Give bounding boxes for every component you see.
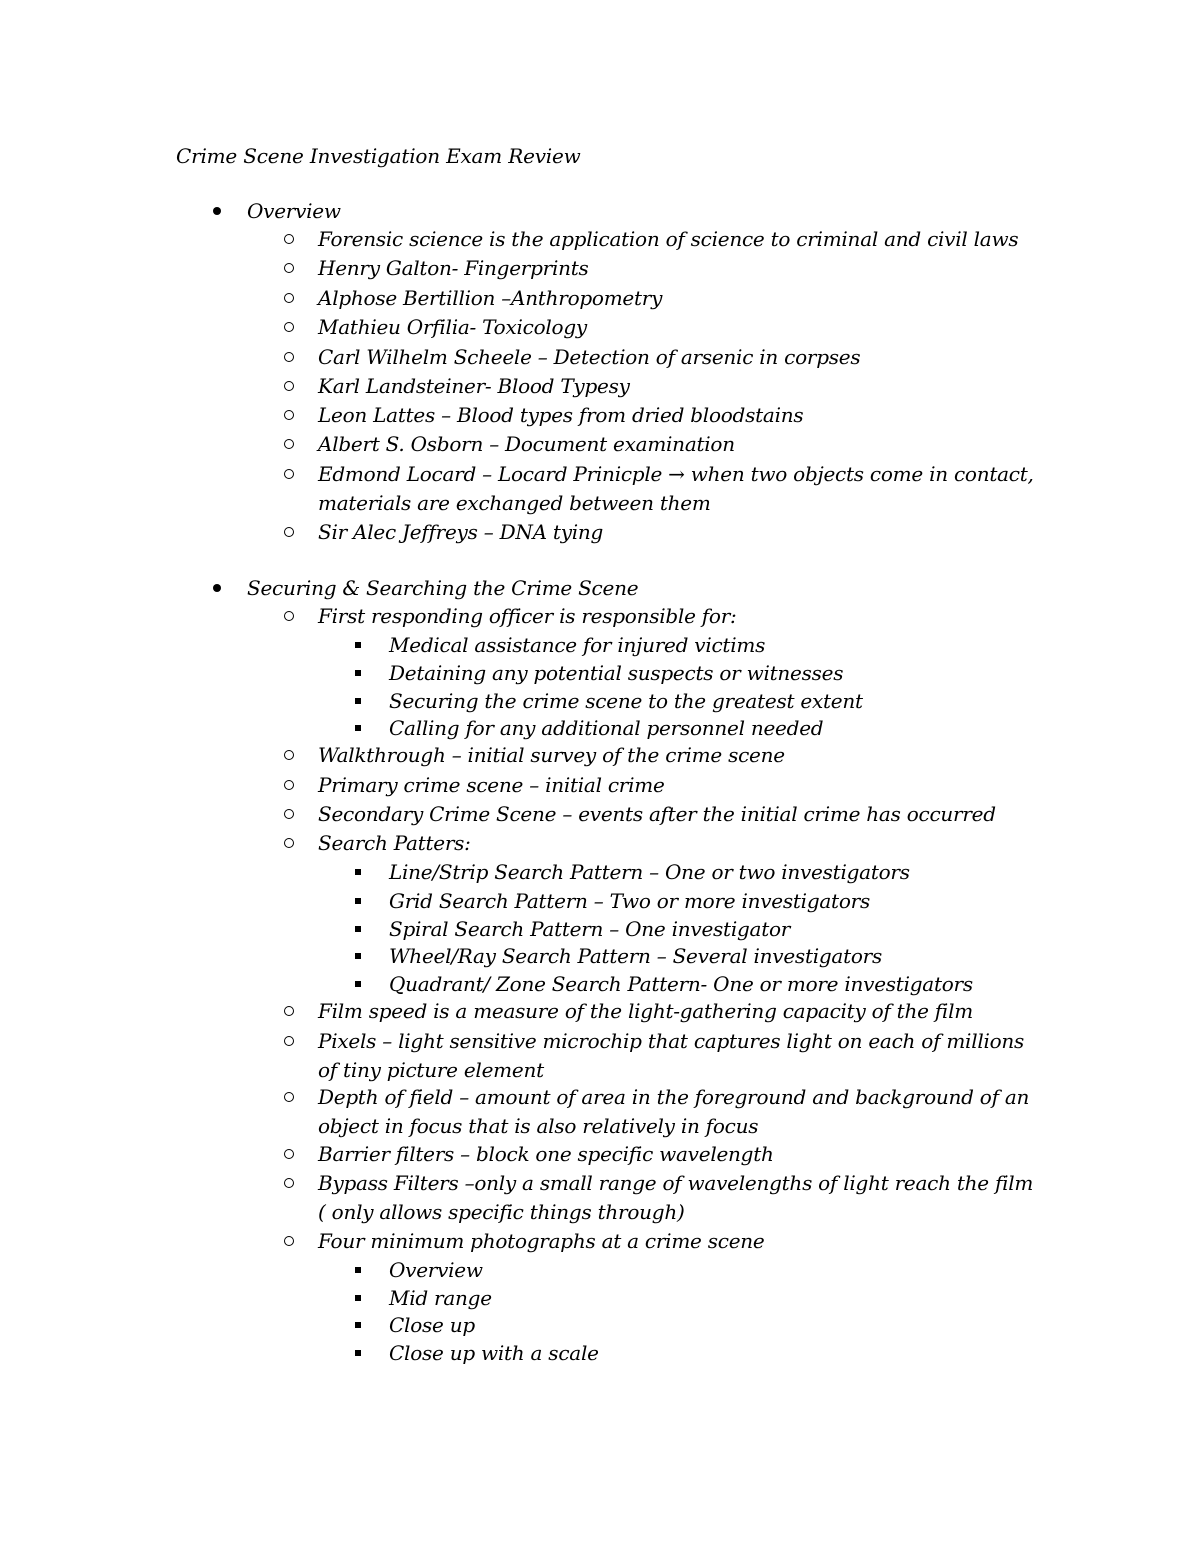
subitem-bullet-icon	[355, 670, 361, 676]
sub-list-item: Spiral Search Pattern – One investigator	[389, 917, 791, 941]
list-item: Sir Alec Jeffreys – DNA tying	[318, 520, 604, 544]
item-bullet-icon	[284, 1036, 294, 1046]
item-bullet-icon	[284, 527, 294, 537]
sub-list-item: Mid range	[389, 1286, 492, 1310]
item-bullet-icon	[284, 410, 294, 420]
item-bullet-icon	[284, 780, 294, 790]
sub-list-item: Securing the crime scene to the greatest extent	[389, 689, 863, 713]
sub-list-item: Close up	[389, 1313, 475, 1337]
item-bullet-icon	[284, 809, 294, 819]
item-bullet-icon	[284, 1236, 294, 1246]
list-item: Search Patters:	[318, 831, 471, 855]
sub-list-item: Line/Strip Search Pattern – One or two investigators	[389, 860, 910, 884]
list-item: Karl Landsteiner- Blood Typesy	[318, 374, 630, 398]
item-bullet-icon	[284, 1092, 294, 1102]
sub-list-item: Detaining any potential suspects or witnesses	[389, 661, 844, 685]
sub-list-item: Medical assistance for injured victims	[389, 633, 766, 657]
list-item: Walkthrough – initial survey of the crime scene	[318, 743, 785, 767]
sub-list-item: Quadrant/ Zone Search Pattern- One or more investigators	[389, 972, 973, 996]
subitem-bullet-icon	[355, 898, 361, 904]
list-item: Pixels – light sensitive microchip that captures light on each of millions	[318, 1029, 1025, 1053]
item-bullet-icon	[284, 234, 294, 244]
item-bullet-icon	[284, 1178, 294, 1188]
section-heading: Overview	[247, 199, 341, 223]
sub-list-item: Grid Search Pattern – Two or more investigators	[389, 889, 870, 913]
item-bullet-icon	[284, 352, 294, 362]
item-bullet-icon	[284, 750, 294, 760]
item-bullet-icon	[284, 439, 294, 449]
subitem-bullet-icon	[355, 1267, 361, 1273]
item-bullet-icon	[284, 263, 294, 273]
item-bullet-icon	[284, 611, 294, 621]
list-item: Henry Galton- Fingerprints	[318, 256, 589, 280]
list-item: Edmond Locard – Locard Prinicple → when two objects come in contact,	[318, 462, 1034, 486]
sub-list-item: Wheel/Ray Search Pattern – Several investigators	[389, 944, 882, 968]
list-item: Forensic science is the application of science to criminal and civil laws	[318, 227, 1019, 251]
subitem-bullet-icon	[355, 698, 361, 704]
subitem-bullet-icon	[355, 926, 361, 932]
list-item: Albert S. Osborn – Document examination	[318, 432, 735, 456]
subitem-bullet-icon	[355, 981, 361, 987]
subitem-bullet-icon	[355, 869, 361, 875]
list-item-continuation: of tiny picture element	[318, 1058, 544, 1082]
list-item-continuation: ( only allows specific things through)	[318, 1200, 685, 1224]
section-bullet-icon	[213, 584, 221, 592]
subitem-bullet-icon	[355, 953, 361, 959]
list-item: Primary crime scene – initial crime	[318, 773, 665, 797]
list-item: Film speed is a measure of the light-gathering capacity of the film	[318, 999, 973, 1023]
item-bullet-icon	[284, 293, 294, 303]
item-bullet-icon	[284, 838, 294, 848]
item-bullet-icon	[284, 469, 294, 479]
subitem-bullet-icon	[355, 725, 361, 731]
sub-list-item: Calling for any additional personnel needed	[389, 716, 824, 740]
sub-list-item: Overview	[389, 1258, 483, 1282]
subitem-bullet-icon	[355, 1350, 361, 1356]
list-item-continuation: object in focus that is also relatively in focus	[318, 1114, 759, 1138]
section-heading: Securing & Searching the Crime Scene	[247, 576, 639, 600]
document-title: Crime Scene Investigation Exam Review	[176, 144, 581, 168]
list-item-continuation: materials are exchanged between them	[318, 491, 711, 515]
item-bullet-icon	[284, 322, 294, 332]
item-bullet-icon	[284, 1149, 294, 1159]
list-item: Alphose Bertillion –Anthropometry	[318, 286, 663, 310]
sub-list-item: Close up with a scale	[389, 1341, 599, 1365]
list-item: Depth of field – amount of area in the foreground and background of an	[318, 1085, 1030, 1109]
list-item: Barrier filters – block one specific wavelength	[318, 1142, 774, 1166]
subitem-bullet-icon	[355, 642, 361, 648]
section-bullet-icon	[213, 207, 221, 215]
list-item: Secondary Crime Scene – events after the initial crime has occurred	[318, 802, 996, 826]
subitem-bullet-icon	[355, 1322, 361, 1328]
list-item: Four minimum photographs at a crime scene	[318, 1229, 765, 1253]
list-item: Carl Wilhelm Scheele – Detection of arsenic in corpses	[318, 345, 861, 369]
list-item: First responding officer is responsible for:	[318, 604, 737, 628]
item-bullet-icon	[284, 1006, 294, 1016]
item-bullet-icon	[284, 381, 294, 391]
list-item: Leon Lattes – Blood types from dried bloodstains	[318, 403, 804, 427]
list-item: Mathieu Orfilia- Toxicology	[318, 315, 587, 339]
subitem-bullet-icon	[355, 1295, 361, 1301]
list-item: Bypass Filters –only a small range of wavelengths of light reach the film	[318, 1171, 1034, 1195]
